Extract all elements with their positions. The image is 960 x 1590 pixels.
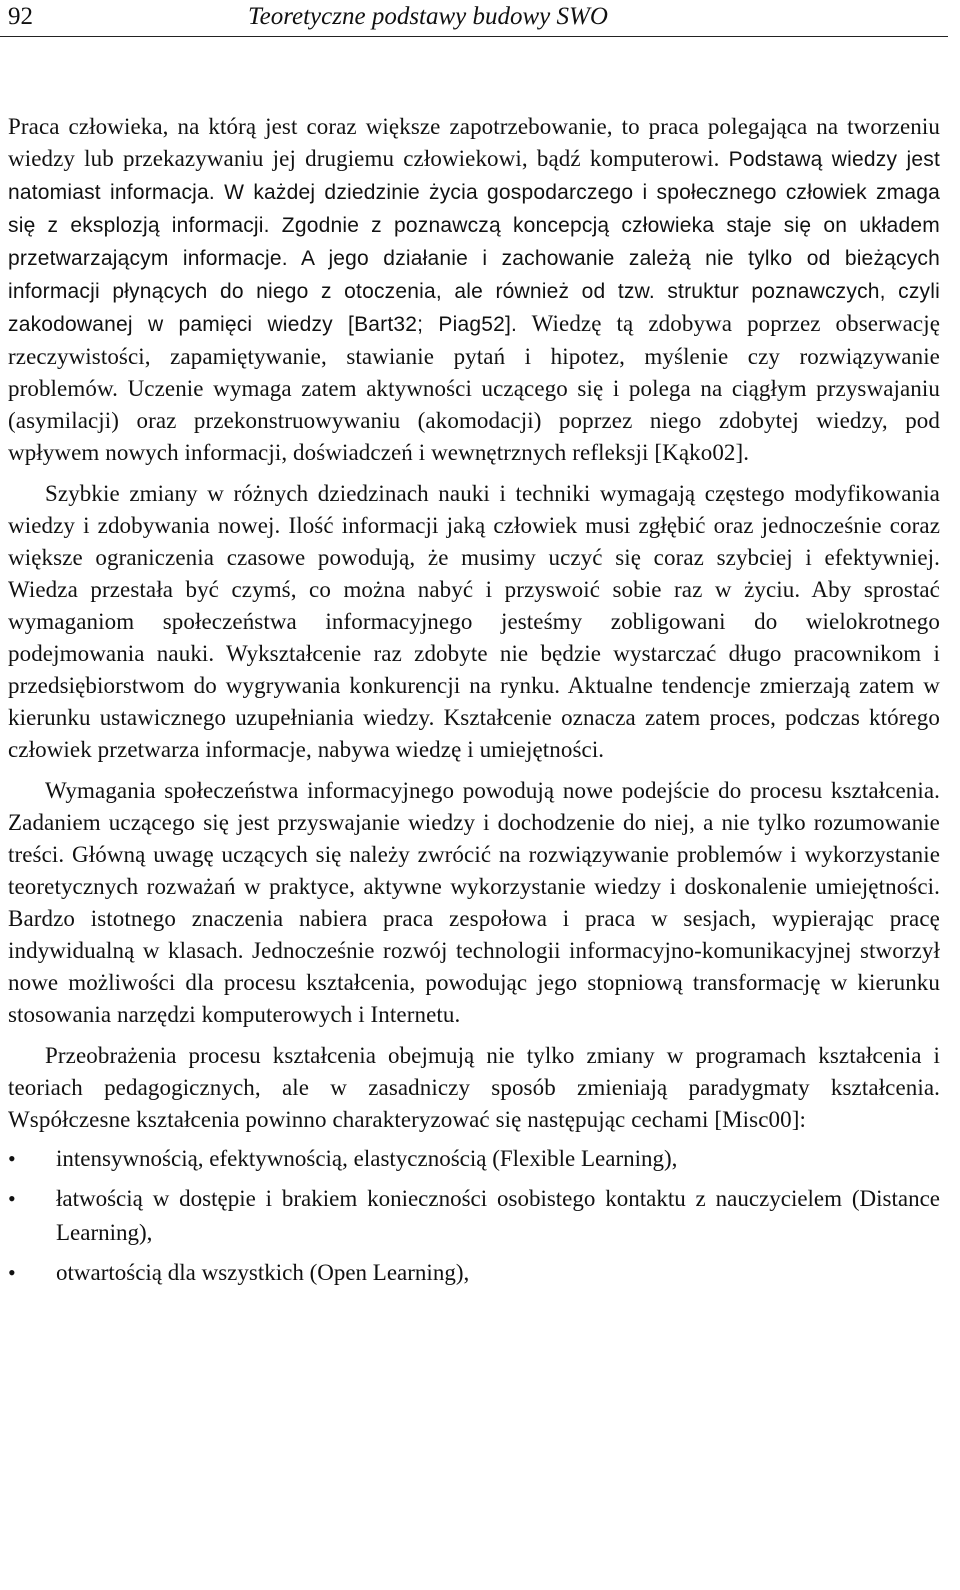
body-text <box>8 111 940 1290</box>
page-number: 92 <box>8 3 33 30</box>
running-title: Teoretyczne podstawy budowy SWO <box>248 3 608 30</box>
bullet-list <box>8 1142 940 1290</box>
paragraph-2: Szybkie zmiany w różnych dziedzinach nauki i techniki wymagają częstego modyfikowania wiedzy i zdobywania nowej. Ilość informacji jaką człowiek musi zgłębić oraz jednocześnie coraz większe ograniczenia czasowe powodują, że musimy uczyć się coraz szybciej i efektywniej. Wiedza przestała być czymś, co można nabyć i przyswoić sobie raz w życiu. Aby sprostać wymaganiom społeczeństwa informacyjnego jesteśmy zobligowani do wielokrotnego podejmowania nauki. Wykształcenie raz zdobyte nie będzie wystarczać długo pracownikom i przedsiębiorstwom do wygrywania konkurencji na rynku. Aktualne tendencje zmierzają zatem w kierunku ustawicznego uzupełniania wiedzy. Kształcenie oznacza zatem proces, podczas którego człowiek przetwarza informacje, nabywa wiedzę i umiejętności. <box>8 481 940 762</box>
list-item-text: łatwością w dostępie i brakiem konieczności osobistego kontaktu z nauczycielem (Distance Learning), <box>56 1186 940 1245</box>
list-item-text: intensywnością, efektywnością, elastycznością (Flexible Learning), <box>56 1146 678 1171</box>
paragraph-1 <box>8 111 940 469</box>
list-item <box>8 1256 940 1290</box>
list-item <box>8 1182 940 1250</box>
paragraph-1-serif-part-2: Wiedzę tą zdobywa poprzez obserwację rzeczywistości, zapamiętywanie, stawianie pytań i hipotez, myślenie czy rozwiązywanie problemów. Uczenie wymaga zatem aktywności uczącego się i polega na ciągłym przyswajaniu (asymilacji) oraz przekonstruowywaniu (akomodacji) poprzez niego zdobytej wiedzy, pod wpływem nowych informacji, doświadczeń i wewnętrznych refleksji [Kąko02]. <box>8 311 941 465</box>
bullet-icon: • <box>8 1260 16 1285</box>
list-item <box>8 1142 940 1176</box>
list-item-text: otwartością dla wszystkich (Open Learning), <box>56 1260 470 1285</box>
paragraph-1-serif-part: Praca człowieka, na którą jest coraz większe zapotrzebowanie, to praca polegająca na tworzeniu wiedzy lub przekazywaniu jej drugiemu człowiekowi, bądź komputerowi. <box>8 114 940 171</box>
bullet-icon: • <box>8 1146 16 1171</box>
paragraph-1-sans-part: Podstawą wiedzy jest natomiast informacja. W każdej dziedzinie życia gospodarczego i społecznego człowiek zmaga się z eksplozją informacji. Zgodnie z poznawczą koncepcją człowieka staje się on układem przetwarzającym informacje. A jego działanie i zachowanie zależą nie tylko od bieżących informacji płynących do niego z otoczenia, ale również od tzw. struktur poznawczych, czyli zakodowanej w pamięci wiedzy [Bart32; Piag52]. <box>8 148 941 336</box>
paragraph-3: Wymagania społeczeństwa informacyjnego powodują nowe podejście do procesu kształcenia. Zadaniem uczącego się jest przyswajanie wiedzy i dochodzenie do niej, a nie tylko rozumowanie treści. Główną uwagę uczących się należy zwrócić na rozwiązywanie problemów i wykorzystanie teoretycznych rozważań w praktyce, aktywne wykorzystanie wiedzy i doskonalenie umiejętności. Bardzo istotnego znaczenia nabiera praca zespołowa i praca w sesjach, wypierając pracę indywidualną w klasach. Jednocześnie rozwój technologii informacyjno-komunikacyjnej stworzył nowe możliwości dla procesu kształcenia, powodując jego stopniową transformację w kierunku stosowania narzędzi komputerowych i Internetu. <box>8 778 940 1027</box>
paragraph-4: Przeobrażenia procesu kształcenia obejmują nie tylko zmiany w programach kształcenia i teoriach pedagogicznych, ale w zasadniczy sposób zmieniają paradygmaty kształcenia. Współczesne kształcenia powinno charakteryzować się następując cechami [Misc00]: <box>8 1043 940 1132</box>
page-header <box>0 0 948 37</box>
bullet-icon: • <box>8 1186 16 1211</box>
